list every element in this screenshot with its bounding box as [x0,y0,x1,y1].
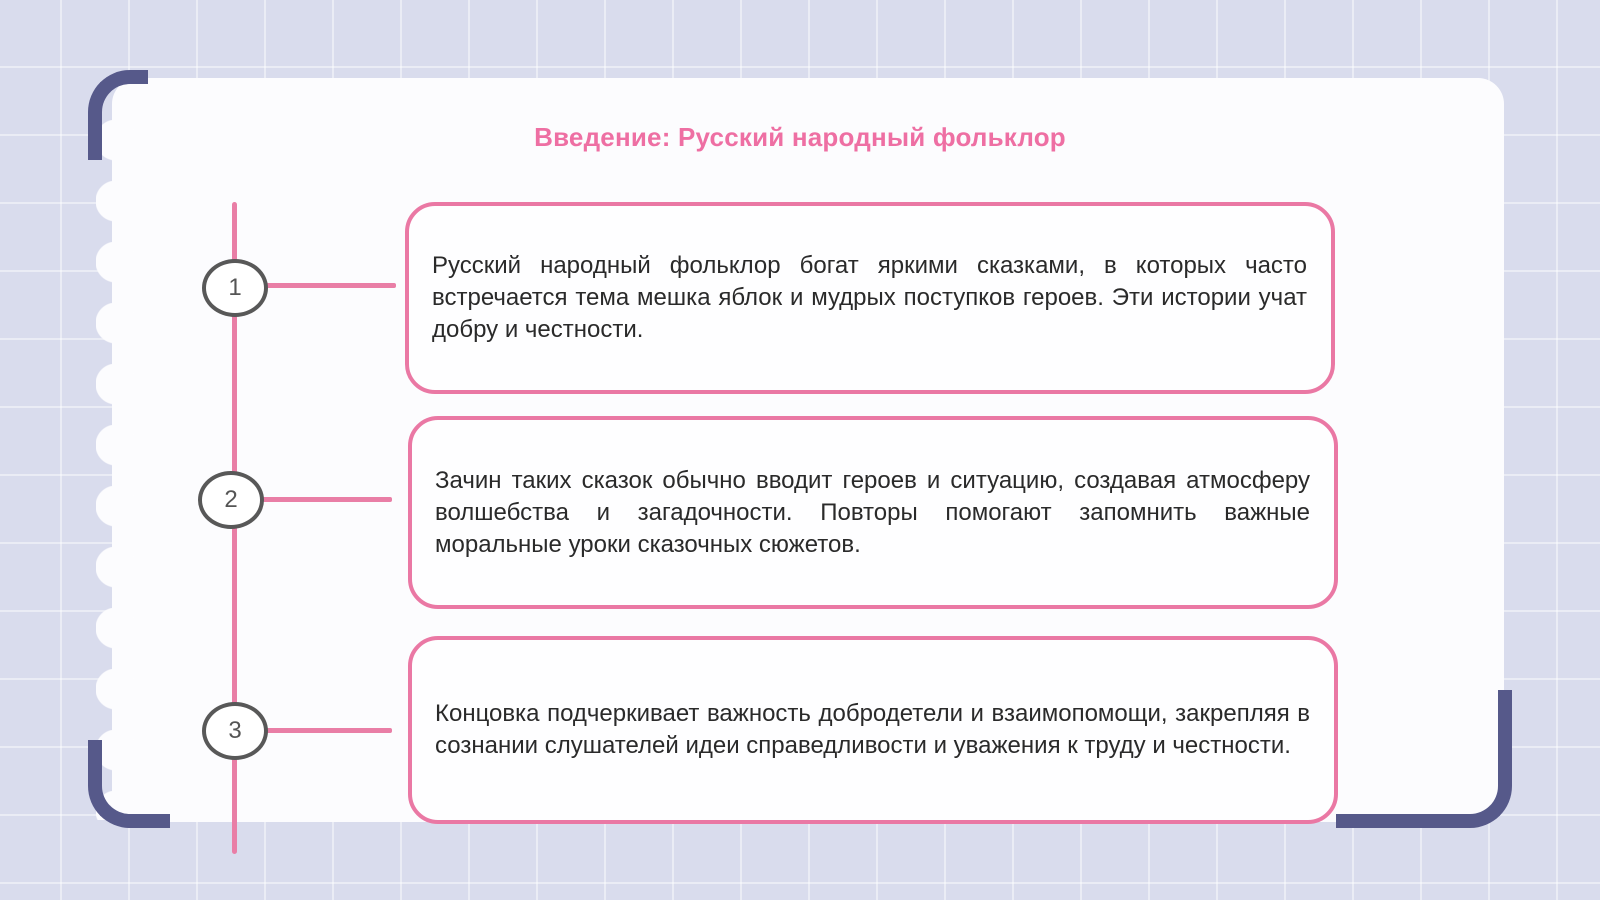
timeline-connector-2 [262,497,392,502]
step-box-3 [408,636,1338,824]
timeline-connector-3 [262,728,392,733]
corner-bracket-bottom-right [1336,690,1512,828]
slide-title: Введение: Русский народный фольклор [534,122,1066,152]
scalloped-edge [96,120,136,820]
step-text-1: Русский народный фольклор богат яркими сказками, в которых часто встречается тема мешка яблок и мудрых поступков героев. Эти истории учат добру и честности. [432,252,1307,343]
step-number-3: 3 [202,702,268,760]
step-box-1 [405,202,1335,394]
step-number-1: 1 [202,259,268,317]
step-text-3: Концовка подчеркивает важность добродетели и взаимопомощи, закрепляя в сознании слушателей идеи справедливости и уважения к труду и честности. [435,700,1310,759]
corner-bracket-top-left [88,70,148,160]
corner-bracket-bottom-left [88,740,170,828]
step-box-2 [408,416,1338,609]
step-number-2: 2 [198,471,264,529]
step-text-2: Зачин таких сказок обычно вводит героев и ситуацию, создавая атмосферу волшебства и загадочности. Повторы помогают запомнить важные моральные уроки сказочных сюжетов. [435,466,1310,558]
timeline-connector-1 [262,283,396,288]
